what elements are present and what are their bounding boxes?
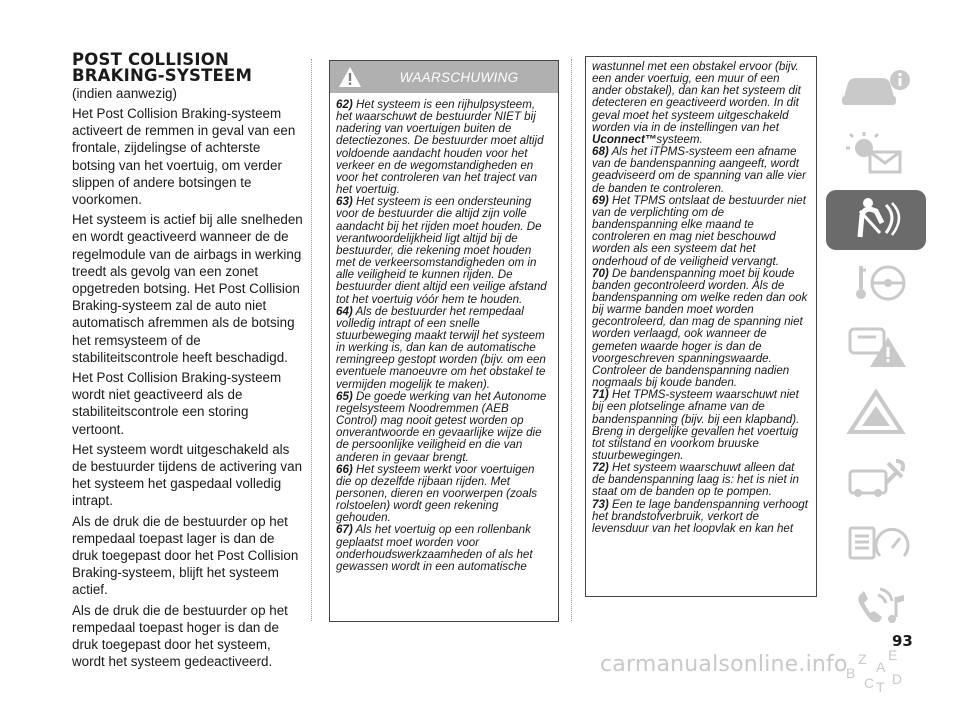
warning-item-number: 64)	[336, 304, 353, 318]
warning-item-text: Als het voertuig op een rollenbank geplaatst moet worden voor onderhoudswerkzaamheden of als het gewassen wordt in een automatische	[336, 523, 533, 573]
warning-text-col1	[330, 93, 558, 573]
lights-mail-icon	[836, 128, 916, 183]
warning-item-text: De goede werking van het Autonome regelsysteem Noodremmen (AEB Control) mag nooit getest worden op onverantwoorde en gevaarlijke wijze die de persoonlijke veiligheid en die van anderen in gevaar brengt.	[336, 389, 547, 464]
warning-item-text: Een te lage bandenspanning verhoogt het brandstofverbruik, verkort de levensduur van het loopvlak en kan het	[592, 497, 808, 535]
warning-text-col2	[586, 57, 816, 535]
warning-box	[329, 60, 559, 622]
section-paragraph: Als de druk die de bestuurder op het rempedaal toepast lager is dan de druk toegepast door het Post Collision Braking-systeem, blijft het systeem actief.	[72, 513, 299, 598]
warning-continuation-text: wastunnel met een obstakel ervoor (bijv. een ander voertuig, een muur of een ander obstakel), dan kan het systeem dit detecteren en geactiveerd worden. In dit geval moet het systeem uitgeschakeld worden via in de instellingen van het	[592, 60, 801, 134]
warning-item-text: Het systeem is een rijhulpsysteem, het waarschuwt de bestuurder NIET bij nadering van voertuigen buiten de detectiezones. De bestuurder moet altijd voldoende aandacht houden voor het verkeer en de wegomstandigheden en voor het controleren van het traject van het voertuig.	[336, 98, 544, 197]
warning-item	[592, 389, 810, 462]
index-letter: T	[876, 678, 885, 695]
tab-safety[interactable]	[826, 190, 926, 250]
warning-item-text: Het TPMS-systeem waarschuwt niet bij een plotselinge afname van de bandenspanning (bijv. bij een klapband). Breng in dergelijke gevallen het voertuig tot stilstand en voorkom bruuske stuurbewegingen.	[592, 388, 800, 462]
index-letter: Z	[858, 650, 867, 667]
service-wrench-icon	[836, 453, 916, 508]
warning-item	[336, 306, 552, 391]
warning-item-text: Als het iTPMS-systeem een afname van de bandenspanning aangeeft, wordt geadviseerd om de spanning van alle vier de banden te controleren.	[592, 145, 806, 195]
section-paragraph: Het systeem is actief bij alle snelheden en wordt geactiveerd wanneer de de regelmodule van de airbags in werking treedt als gevolg van een zonet opgetreden botsing. Het Post Collision Braking-systeem zal de auto niet automatisch afremmen als de botsing het remsysteem of de stabiliteitscontrole heeft beschadigd.	[72, 212, 303, 365]
column-divider	[571, 59, 572, 621]
data-gauge-icon	[836, 518, 916, 573]
section-column	[72, 52, 304, 671]
tab-warning-road[interactable]	[826, 320, 926, 380]
warning-item	[592, 268, 810, 390]
warning-continuation-end: systeem.	[656, 132, 703, 146]
warning-item	[336, 464, 552, 525]
emergency-triangle-icon	[836, 388, 916, 443]
warning-item-number: 73)	[592, 497, 609, 511]
index-letter: E	[888, 646, 898, 663]
warning-item	[592, 499, 810, 535]
warning-item-number: 65)	[336, 389, 353, 403]
warning-header	[330, 61, 558, 93]
tab-data[interactable]	[826, 515, 926, 575]
warning-box-continued	[585, 56, 817, 597]
warning-item-number: 69)	[592, 193, 609, 207]
index-letter: C	[864, 674, 875, 691]
section-title-line1: POST COLLISION	[72, 50, 229, 69]
section-subtitle: (indien aanwezig)	[72, 86, 177, 101]
section-paragraph: Het Post Collision Braking-systeem wordt niet geactiveerd als de stabiliteitscontrole een storing vertoont.	[72, 370, 282, 437]
section-title-line2: BRAKING-SYSTEEM	[72, 66, 253, 85]
warning-item-number: 71)	[592, 388, 609, 402]
warning-item-text: Als de bestuurder het rempedaal volledig intrapt of een snelle stuurbeweging maakt terwijl het systeem in werking is, dan kan de automatische remingreep gestopt worden (bijv. om een eventuele manoeuvre om het obstakel te vermijden mogelijk te maken).	[336, 304, 546, 391]
section-paragraph: Het systeem wordt uitgeschakeld als de bestuurder tijdens de activering van het systeem het gaspedaal volledig intrapt.	[72, 441, 303, 509]
tab-car-info[interactable]	[826, 60, 926, 120]
uconnect-brand: Uconnect™	[592, 132, 657, 146]
watermark: carmanualsonline.info	[600, 652, 848, 677]
warning-item-text: Het systeem werkt voor voertuigen die op dezelfde rijbaan rijden. Met personen, dieren en voorwerpen (zoals rolstoelen) wordt geen rekening gehouden.	[336, 462, 538, 525]
index-letters-icon	[836, 646, 916, 705]
warning-item-text: Het systeem is een ondersteuning voor de bestuurder die altijd zijn volle aandacht bij het rijden moet houden. De verantwoordelijkheid ligt altijd bij de bestuurder, die rekening moet houden met de verkeersomstandigheden om in alle veiligheid te kunnen rijden. De bestuurder dient altijd een veilige afstand tot het voertuig vóór hem te houden.	[336, 195, 547, 306]
index-letter: B	[846, 664, 856, 681]
warning-item	[592, 462, 810, 498]
warning-continuation	[592, 61, 810, 146]
warning-item-number: 68)	[592, 145, 609, 159]
index-letter: A	[876, 658, 886, 675]
chapter-sidebar	[826, 60, 926, 710]
tab-emergency[interactable]	[826, 385, 926, 445]
warning-item-number: 70)	[592, 266, 609, 280]
warning-item	[592, 146, 810, 195]
tab-key-steering[interactable]	[826, 255, 926, 315]
warning-item-text: Het systeem waarschuwt alleen dat de bandenspanning laag is: het is niet in staat om de banden op te pompen.	[592, 461, 799, 499]
tab-lights-mail[interactable]	[826, 125, 926, 185]
safety-seatbelt-airbag-icon	[836, 193, 916, 248]
warning-item-number: 66)	[336, 462, 353, 476]
warning-item	[336, 524, 552, 573]
section-paragraph: Het Post Collision Braking-systeem activeert de remmen in geval van een frontale, zijdelingse of achterste botsing van het voertuig, om verder slippen of andere botsingen te voorkomen.	[72, 106, 296, 208]
warning-item	[336, 391, 552, 464]
warning-item-text: Het TPMS ontslaat de bestuurder niet van de verplichting om de bandenspanning elke maand te controleren en mag niet beschouwd worden als een systeem dat het onderhoud of de veiligheid vervangt.	[592, 193, 806, 268]
index-letter: D	[892, 670, 903, 687]
warning-item	[336, 196, 552, 305]
section-title	[72, 52, 304, 84]
warning-item	[592, 195, 810, 268]
warning-item-number: 67)	[336, 523, 353, 537]
warning-label: WAARSCHUWING	[399, 69, 519, 85]
warning-item-text: De bandenspanning moet bij koude banden gecontroleerd worden. Als de bandenspanning om welke reden dan ook bij warme banden moet worden gecontroleerd, dan mag de spanning niet worden verlaagd, ook wanneer de gemeten waarde hoger is dan de voorgeschreven spanningswaarde. Controleer de bandenspanning nadien nogmaals bij koude banden.	[592, 266, 808, 390]
warning-item-number: 63)	[336, 195, 353, 209]
column-divider	[311, 59, 312, 621]
car-info-icon	[836, 63, 916, 118]
warning-road-icon	[836, 323, 916, 378]
tab-service[interactable]	[826, 450, 926, 510]
warning-item-number: 72)	[592, 461, 609, 475]
section-paragraph: Als de druk die de bestuurder op het rempedaal toepast hoger is dan de druk toegepast door het systeem, wordt het systeem gedeactiveerd.	[72, 602, 288, 670]
tab-multimedia[interactable]	[826, 580, 926, 640]
key-steering-wheel-icon	[836, 258, 916, 313]
warning-item	[336, 99, 552, 196]
multimedia-phone-icon	[836, 583, 916, 638]
warning-triangle-icon	[330, 66, 370, 88]
warning-item-number: 62)	[336, 98, 353, 111]
page-number: 93	[892, 632, 913, 650]
